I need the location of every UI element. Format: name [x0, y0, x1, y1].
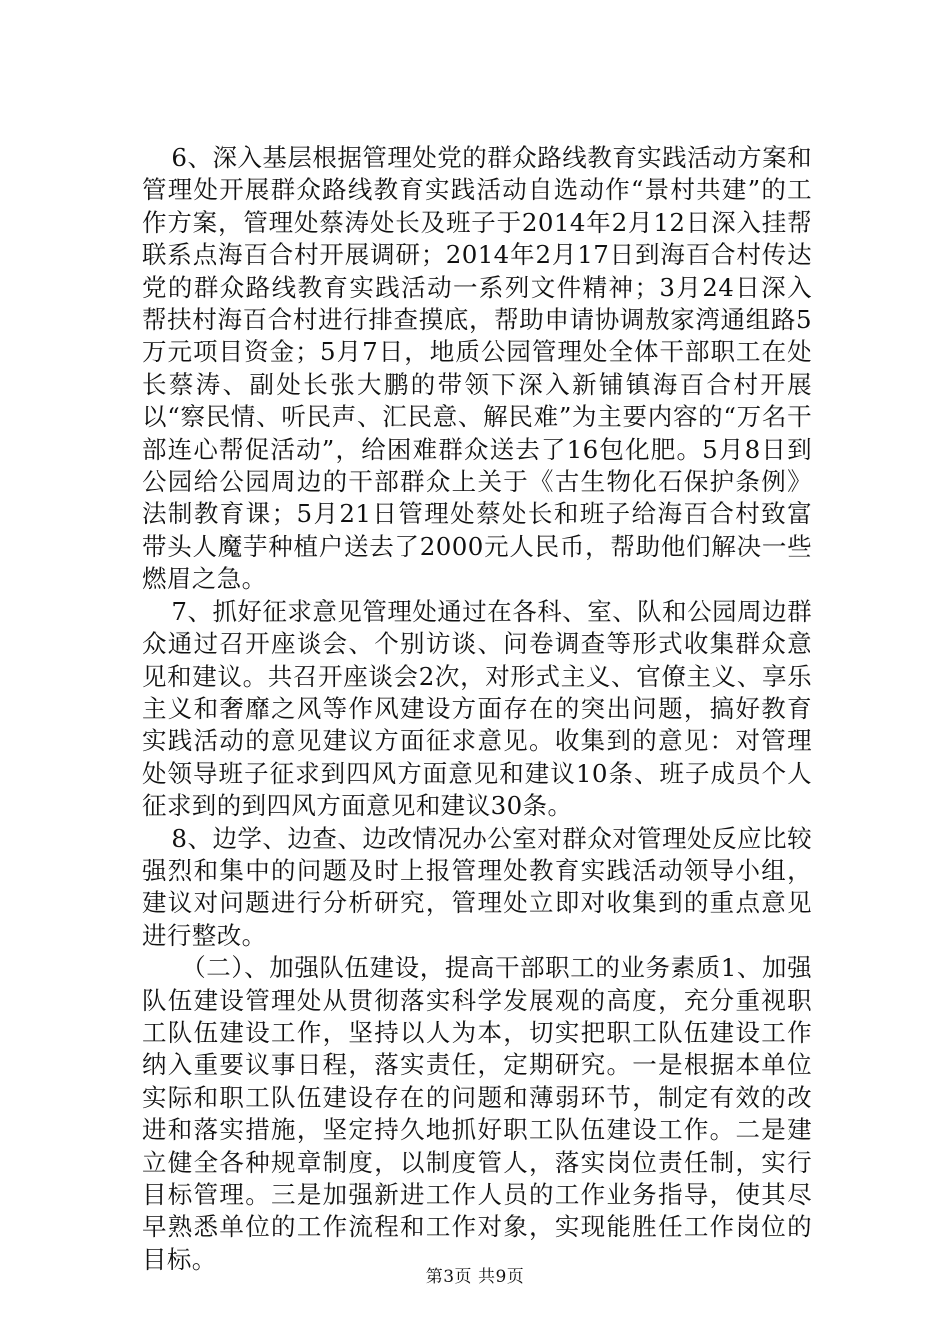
paragraph-7-opinions: 7、抓好征求意见管理处通过在各科、室、队和公园周边群众通过召开座谈会、个别访谈、问卷调查等形式收集群众意见和建议。共召开座谈会2次，对形式主义、官僚主义、享乐主义和奢靡之风等作风建设方面存在的突出问题，搞好教育实践活动的意见建议方面征求意见。收集到的意见：对管理处领导班子征求到四风方面意见和建议10条、班子成员个人征求到的到四风方面意见和建议30条。	[142, 596, 812, 821]
document-body	[142, 142, 812, 1276]
paragraph-8-rectification: 8、边学、边查、边改情况办公室对群众对管理处反应比较强烈和集中的问题及时上报管理处教育实践活动领导小组，建议对问题进行分析研究，管理处立即对收集到的重点意见进行整改。	[142, 823, 812, 950]
page-number-footer: 第3页 共9页	[425, 1267, 525, 1287]
paragraph-team-building: （二）、加强队伍建设，提高干部职工的业务素质1、加强队伍建设管理处从贯彻落实科学发展观的高度，充分重视职工队伍建设工作，坚持以人为本，切实把职工队伍建设工作纳入重要议事日程，落实责任，定期研究。一是根据本单位实际和职工队伍建设存在的问题和薄弱环节，制定有效的改进和落实措施，坚定持久地抓好职工队伍建设工作。二是建立健全各种规章制度，以制度管人，落实岗位责任制，实行目标管理。三是加强新进工作人员的工作业务指导，使其尽早熟悉单位的工作流程和工作对象，实现能胜任工作岗位的目标。	[142, 953, 812, 1274]
paragraph-6-grassroots: 6、深入基层根据管理处党的群众路线教育实践活动方案和管理处开展群众路线教育实践活动自选动作“景村共建”的工作方案，管理处蔡涛处长及班子于2014年2月12日深入挂帮联系点海百合村开展调研；2014年2月17日到海百合村传达党的群众路线教育实践活动一系列文件精神；3月24日深入帮扶村海百合村进行排查摸底，帮助申请协调敖家湾通组路5万元项目资金；5月7日，地质公园管理处全体干部职工在处长蔡涛、副处长张大鹏的带领下深入新铺镇海百合村开展以“察民情、听民声、汇民意、解民难”为主要内容的“万名干部连心帮促活动”，给困难群众送去了16包化肥。5月8日到公园给公园周边的干部群众上关于《古生物化石保护条例》法制教育课；5月21日管理处蔡处长和班子给海百合村致富带头人魔芋种植户送去了2000元人民币，帮助他们解决一些燃眉之急。	[142, 143, 812, 594]
